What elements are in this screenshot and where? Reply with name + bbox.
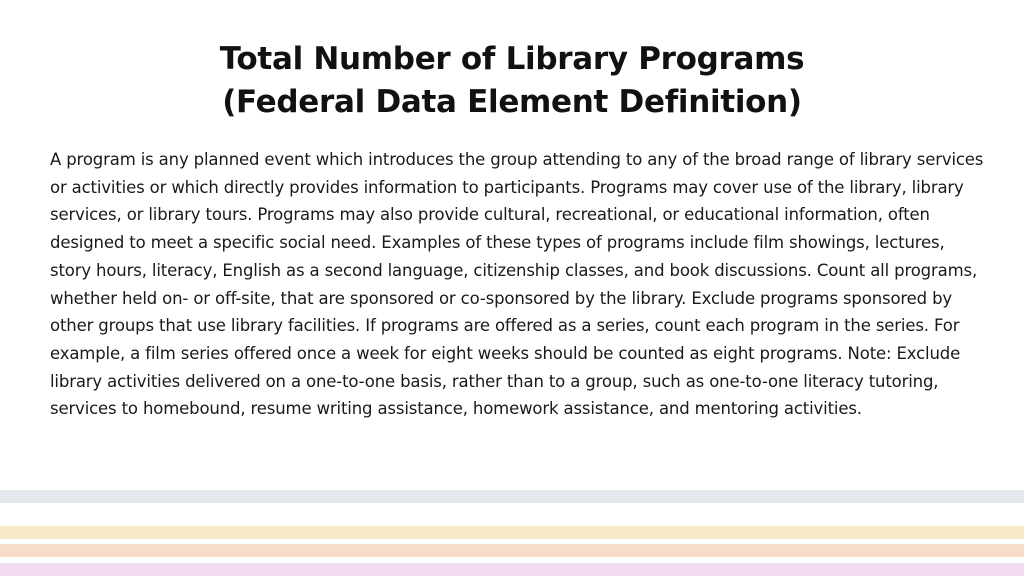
decorative-stripe-3 bbox=[0, 544, 1024, 557]
decorative-stripe-1 bbox=[0, 490, 1024, 503]
decorative-stripe-2 bbox=[0, 526, 1024, 539]
definition-paragraph: A program is any planned event which introduces the group attending to any of the broad range of library services or activities or which directly provides information to participants. Programs may cover use of the library, library services, or library tours. Programs may also provide cultural, recreational, or educational information, often designed to meet a specific social need. Examples of these types of programs include film showings, lectures, story hours, literacy, English as a second language, citizenship classes, and book discussions. Count all programs, whether held on- or off-site, that are sponsored or co-sponsored by the library. Exclude programs sponsored by other groups that use library facilities. If programs are offered as a series, count each program in the series. For example, a film series offered once a week for eight weeks should be counted as eight programs. Note: Exclude library activities delivered on a one-to-one basis, rather than to a group, such as one-to-one literacy tutoring, services to homebound, resume writing assistance, homework assistance, and mentoring activities. bbox=[50, 150, 984, 419]
title-line-1: Total Number of Library Programs bbox=[219, 41, 805, 77]
title-line-2: (Federal Data Element Definition) bbox=[222, 84, 802, 120]
decorative-stripe-4 bbox=[0, 563, 1024, 576]
slide-title bbox=[0, 38, 1024, 124]
